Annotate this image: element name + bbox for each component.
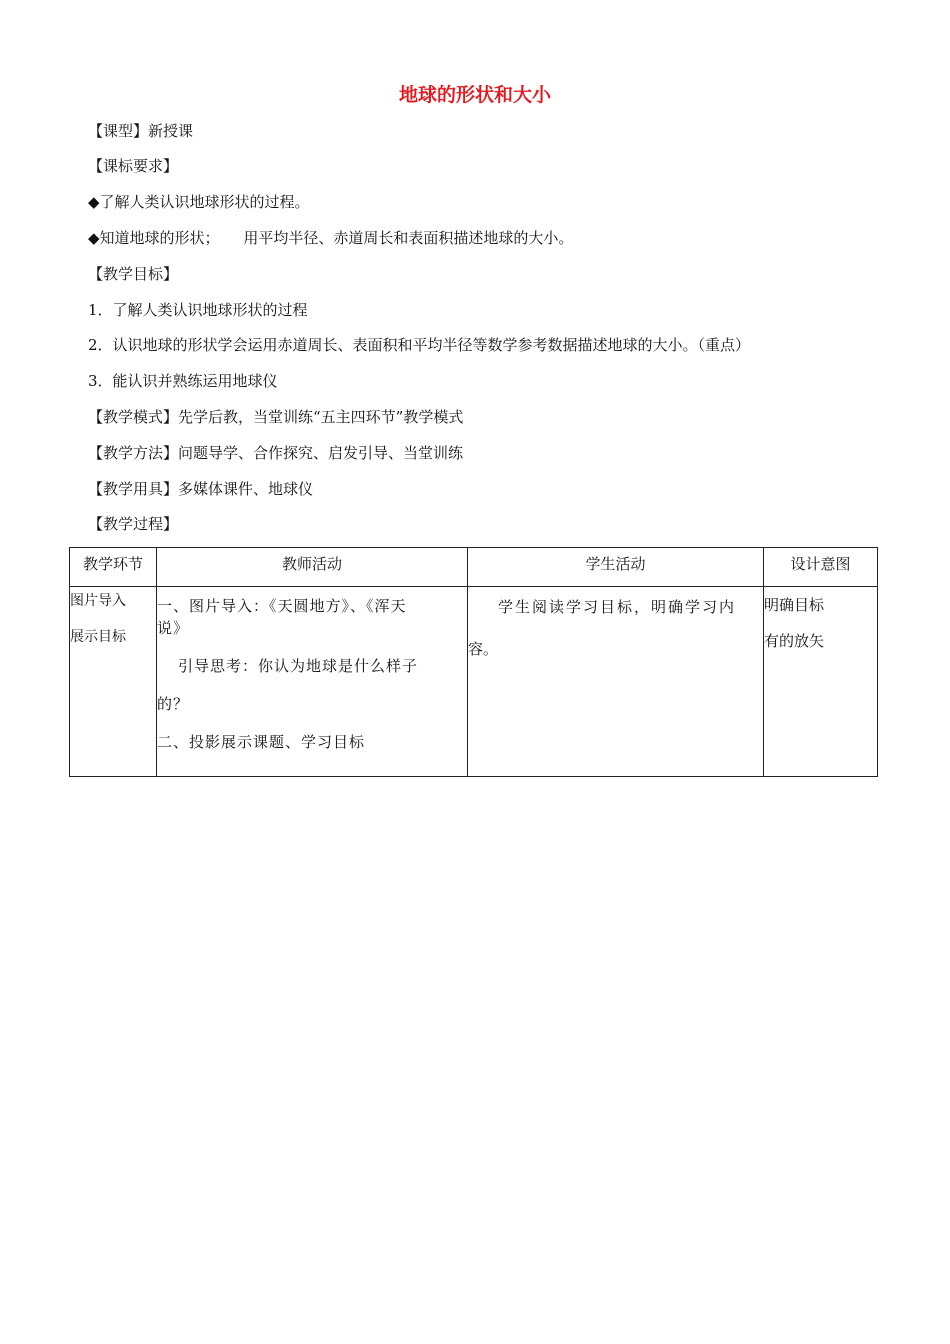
teaching-goals-heading: 【教学目标】 bbox=[88, 265, 179, 283]
document-title: 地球的形状和大小 bbox=[398, 84, 551, 106]
cell-design-intent: 明确目标 有的放矢 bbox=[764, 587, 878, 777]
header-student-activity: 学生活动 bbox=[468, 548, 764, 587]
teaching-process-heading: 【教学过程】 bbox=[88, 515, 179, 533]
teaching-mode: 【教学模式】先学后教，当堂训练“五主四环节”教学模式 bbox=[88, 408, 464, 426]
header-stage: 教学环节 bbox=[70, 548, 157, 587]
teaching-tools: 【教学用具】多媒体课件、地球仪 bbox=[88, 480, 314, 498]
teaching-goal-3: 3．能认识并熟练运用地球仪 bbox=[88, 372, 278, 390]
cell-student-activity: 学生阅读学习目标，明确学习内 容。 bbox=[468, 587, 764, 777]
teaching-goal-1: 1．了解人类认识地球形状的过程 bbox=[88, 301, 308, 319]
teaching-method: 【教学方法】问题导学、合作探究、启发引导、当堂训练 bbox=[88, 444, 464, 462]
header-teacher-activity: 教师活动 bbox=[157, 548, 468, 587]
lesson-type: 【课型】新授课 bbox=[88, 122, 194, 140]
header-design-intent: 设计意图 bbox=[764, 548, 878, 587]
teaching-process-table bbox=[69, 547, 878, 777]
table-header-row bbox=[70, 548, 878, 587]
curriculum-standard-item-2: ◆知道地球的形状； 用平均半径、赤道周长和表面积描述地球的大小。 bbox=[88, 229, 574, 247]
curriculum-standard-heading: 【课标要求】 bbox=[88, 157, 179, 175]
cell-stage: 图片导入 展示目标 bbox=[70, 587, 157, 777]
table-row bbox=[70, 587, 878, 777]
cell-teacher-activity: 一、图片导入：《天圆地方》、《浑天 说》 引导思考：你认为地球是什么样子 的？ 二、投影展示课题、学习目标 bbox=[157, 587, 468, 777]
teaching-goal-2: 2．认识地球的形状学会运用赤道周长、表面积和平均半径等数学参考数据描述地球的大小。（重点） bbox=[88, 336, 751, 354]
curriculum-standard-item-1: ◆了解人类认识地球形状的过程。 bbox=[88, 193, 310, 211]
